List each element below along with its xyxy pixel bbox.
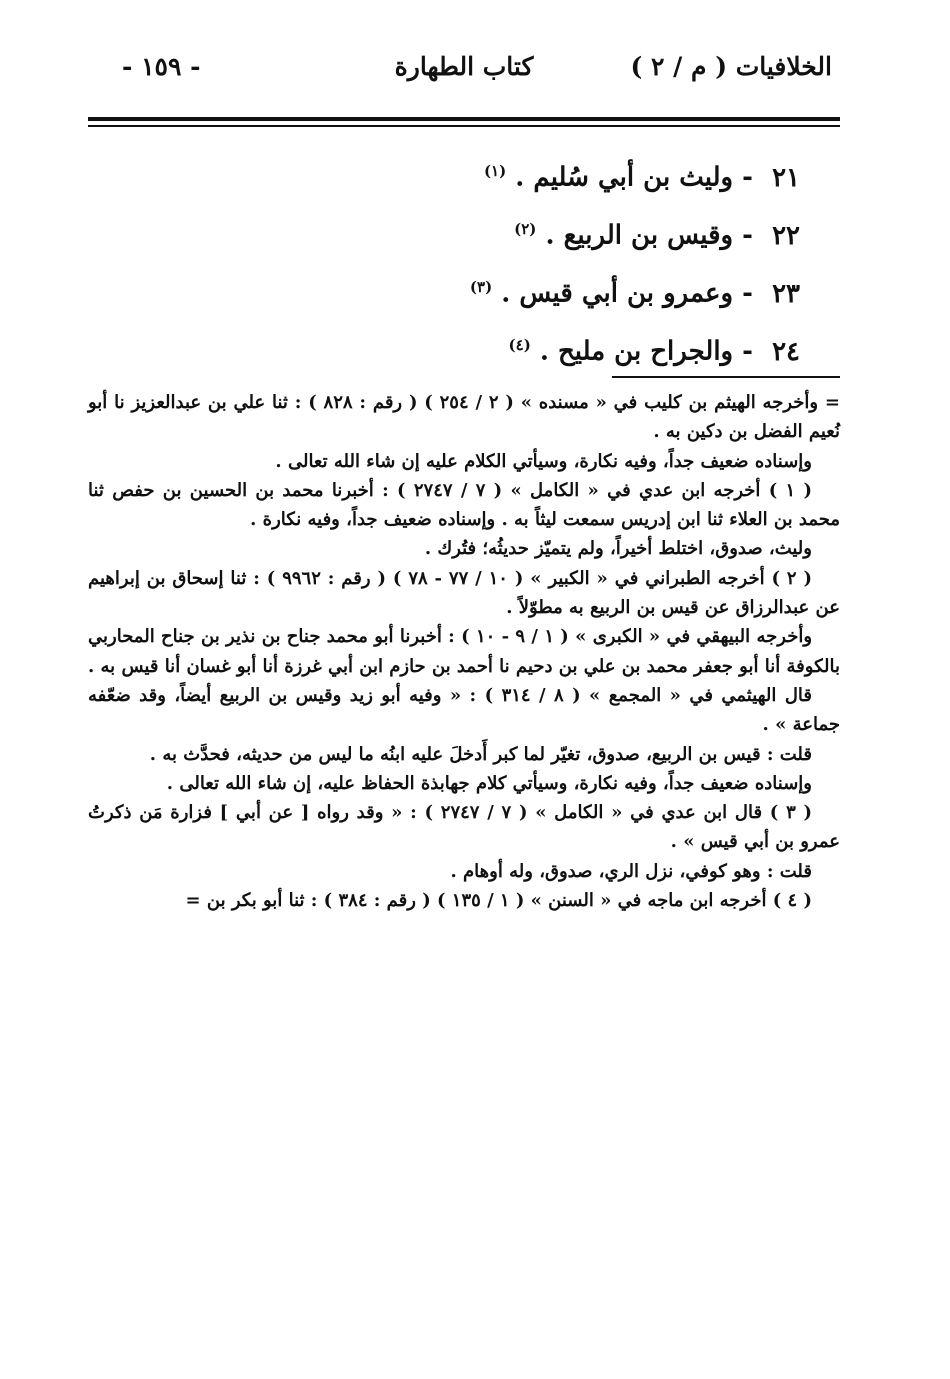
narrator-text: - وليث بن أبي سُليم . — [515, 162, 753, 193]
narrator-item — [300, 322, 800, 380]
footnote-marker: (١) — [483, 162, 507, 180]
footnote-paragraph: قلت : قيس بن الربيع، صدوق، تغيّر لما كبر أَدخلَ عليه ابنُه ما ليس من حديثه، فحدَّث به . — [149, 743, 812, 765]
narrator-number: ٢٣ — [772, 278, 800, 309]
narrator-item — [300, 148, 800, 206]
narrator-number: ٢٢ — [772, 220, 800, 251]
narrator-text: - وقيس بن الربيع . — [545, 220, 753, 251]
footnote-paragraph: قلت : وهو كوفي، نزل الري، صدوق، وله أوهام . — [450, 860, 812, 882]
footnote-paragraph: ( ٤ ) أخرجه ابن ماجه في « السنن » ( ١ / ١٣٥ ) ( رقم : ٣٨٤ ) : ثنا أبو بكر بن = — [185, 890, 812, 912]
footnote-paragraph: وأخرجه البيهقي في « الكبرى » ( ١ / ٩ - ١٠ ) : أخبرنا أبو محمد جناح بن نذير بن جناح المحاربي بالكوفة أنا أبو جعفر محمد بن علي بن دحيم نا أحمد بن حازم ابن أبي غرزة أنا أبو غسان أنا قيس به . — [87, 626, 840, 677]
page-number: - ١٥٩ - — [122, 52, 201, 81]
narrator-number: ٢٤ — [772, 336, 800, 367]
narrator-item — [300, 264, 800, 322]
header-rule-thick — [88, 117, 840, 121]
narrator-number: ٢١ — [772, 162, 800, 193]
footnote-paragraph: ( ٣ ) قال ابن عدي في « الكامل » ( ٧ / ٢٧٤٧ ) : « وقد رواه [ عن أبي ] فزارة مَن ذكرتُ عمرو بن أبي قيس » . — [88, 802, 840, 853]
header-rule-thin — [88, 125, 840, 127]
footnote-marker: (٣) — [469, 278, 493, 296]
footnote-paragraph: وليث، صدوق، اختلط أخيراً، ولم يتميّز حديثُه؛ فتُرك . — [424, 538, 812, 560]
footnote-separator — [612, 376, 840, 378]
footnote-paragraph: وإسناده ضعيف جداً، وفيه نكارة، وسيأتي كلام جهابذة الحفاظ عليه، إن شاء الله تعالى . — [166, 772, 812, 794]
footnotes — [88, 388, 840, 915]
narrator-item — [300, 206, 800, 264]
footnote-paragraph: ( ١ ) أخرجه ابن عدي في « الكامل » ( ٧ / ٢٧٤٧ ) : أخبرنا محمد بن الحسين بن حفص ثنا محمد بن العلاء ثنا ابن إدريس سمعت ليثاً به . وإسناده ضعيف جداً، وفيه نكارة . — [88, 479, 840, 531]
book-title: الخلافيات ( م / ٢ ) — [630, 52, 832, 81]
narrator-text: - وعمرو بن أبي قيس . — [501, 278, 753, 309]
chapter-title: كتاب الطهارة — [394, 52, 534, 81]
narrator-text: - والجراح بن مليح . — [539, 336, 753, 367]
page-header — [88, 48, 840, 96]
footnote-paragraph: = وأخرجه الهيثم بن كليب في « مسنده » ( ٢ / ٢٥٤ ) ( رقم : ٨٢٨ ) : ثنا علي بن عبدالعزيز نا أبو نُعيم الفضل بن دكين به . — [88, 392, 840, 443]
footnote-paragraph: ( ٢ ) أخرجه الطبراني في « الكبير » ( ١٠ / ٧٧ - ٧٨ ) ( رقم : ٩٩٦٢ ) : ثنا إسحاق بن إبراهيم عن عبدالرزاق عن قيس بن الربيع به مطوّلاً . — [88, 567, 840, 619]
footnote-paragraph: وإسناده ضعيف جداً، وفيه نكارة، وسيأتي الكلام عليه إن شاء الله تعالى . — [275, 450, 812, 472]
footnote-marker: (٤) — [508, 336, 531, 354]
footnote-marker: (٢) — [514, 220, 537, 238]
narrator-list — [300, 148, 800, 380]
book-page — [88, 0, 840, 1379]
footnote-paragraph: قال الهيثمي في « المجمع » ( ٨ / ٣١٤ ) : « وفيه أبو زيد وقيس بن الربيع أيضاً، وقد ضعّفه جماعة » . — [88, 684, 840, 736]
